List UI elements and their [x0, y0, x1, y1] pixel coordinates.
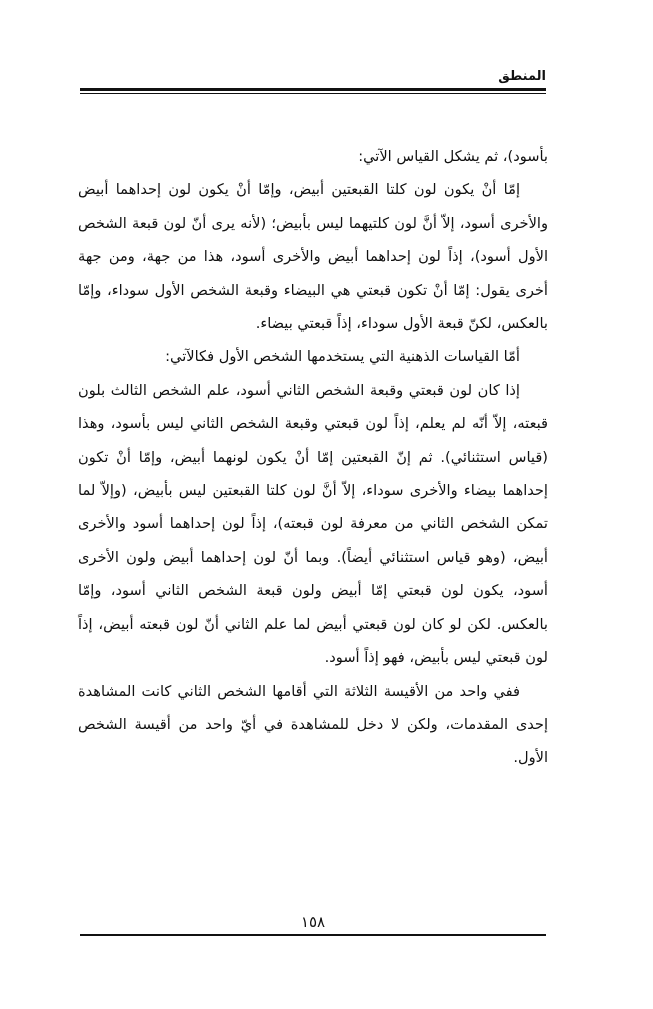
header-rule-thick: [80, 88, 546, 91]
page-footer: [80, 912, 546, 942]
page-number: ١٥٨: [300, 913, 326, 931]
paragraph-1: بأسود)، ثم يشكل القياس الآتي:: [358, 148, 548, 165]
page-header: [80, 66, 546, 94]
paragraph-3: أمّا القياسات الذهنية التي يستخدمها الشخص الأول فكالآتي:: [165, 348, 520, 366]
running-header-title: المنطق: [498, 69, 546, 84]
paragraph-4: إذا كان لون قبعتي وقبعة الشخص الثاني أسود، علم الشخص الثالث بلون قبعته، إلاّ أنّه لم يعلم، إذاً لون قبعتي وقبعة الشخص الثاني ليس بأسود، وهذا (قياس استثنائي). ثم إنّ القبعتين إمّا أنْ يكون لونهما أبيض، وإمّا أنْ تكون إحداهما بيضاء والأخرى سوداء، إلاّ أنَّ لون كلتا القبعتين ليس بأبيض، (وإلاّ لما تمكن الشخص الثاني من معرفة لون قبعته)، إذاً لون إحداهما أسود والأخرى أبيض، (وهو قياس استثنائي أيضاً). وبما أنّ لون إحداهما أبيض ولون الأخرى أسود، يكون لون قبعتي إمّا أبيض ولون قبعة الشخص الثاني أسود، وإمّا بالعكس. لكن لو كان لون قبعتي أبيض لما علم الثاني أنّ لون قبعته أبيض، إذاً لون قبعتي ليس بأبيض، فهو إذاً أسود.: [78, 381, 548, 667]
paragraph-2: إمّا أنْ يكون لون كلتا القبعتين أبيض، وإمّا أنْ يكون لون إحداهما أبيض والأخرى أسود، إلاّ أنَّ لون كلتيهما ليس بأبيض؛ (لأنه يرى أنّ لون قبعة الشخص الأول أسود)، إذاً لون إحداهما أبيض والأخرى أسود، هذا من جهة، ومن جهة أخرى يقول: إمّا أنْ تكون قبعتي هي البيضاء وقبعة الشخص الأول سوداء، وإمّا بالعكس، لكنّ قبعة الأول سوداء، إذاً قبعتي بيضاء.: [78, 181, 548, 333]
page-body: [78, 140, 548, 775]
paragraph-5: ففي واحد من الأقيسة الثلاثة التي أقامها الشخص الثاني كانت المشاهدة إحدى المقدمات، ولكن لا دخل للمشاهدة في أيّ واحد من أقيسة الشخص الأول.: [78, 682, 548, 767]
header-rule-thin: [80, 93, 546, 94]
footer-rule: [80, 934, 546, 936]
